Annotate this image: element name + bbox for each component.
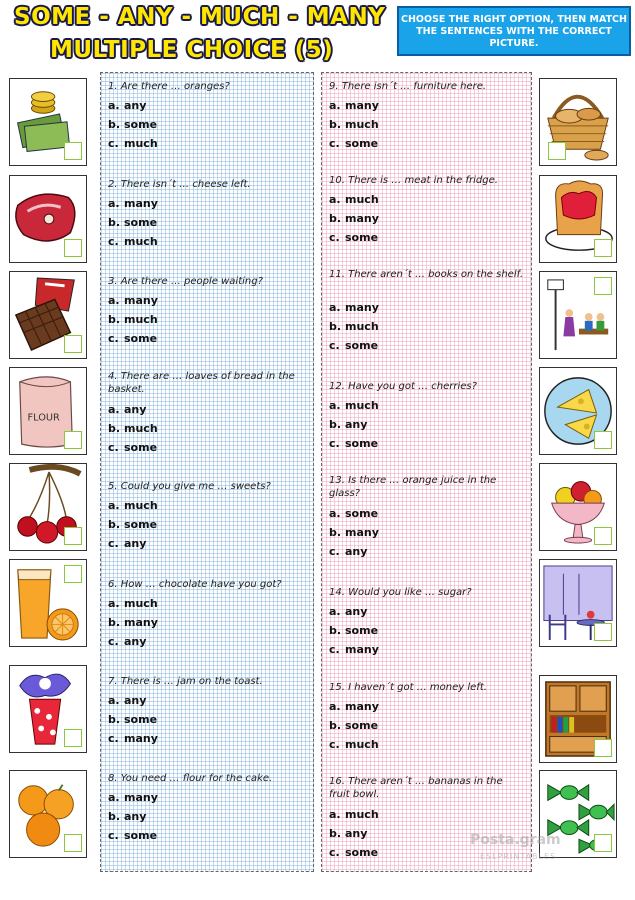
option-word: many (345, 301, 379, 314)
option-word: many (345, 99, 379, 112)
option-letter: b. (108, 616, 121, 629)
option-letter: c. (108, 635, 119, 648)
option-letter: c. (108, 537, 119, 550)
option-word: many (345, 212, 379, 225)
option-letter: c. (108, 235, 119, 248)
answer-option[interactable] (108, 537, 146, 550)
option-word: much (124, 137, 158, 150)
option-letter: b. (108, 422, 121, 435)
answer-option[interactable] (108, 422, 158, 435)
option-word: any (124, 635, 147, 648)
match-checkbox[interactable] (64, 431, 82, 449)
option-word: some (124, 118, 158, 131)
option-word: any (124, 99, 147, 112)
answer-option[interactable] (329, 212, 379, 225)
question-text: 12. Have you got … cherries? (329, 381, 477, 392)
answer-option[interactable] (108, 810, 146, 823)
question-text: 1. Are there … oranges? (108, 81, 230, 92)
question-text: 6. How … chocolate have you got? (108, 579, 282, 590)
option-word: much (345, 738, 379, 751)
answer-option[interactable] (108, 332, 157, 345)
option-word: some (124, 518, 158, 531)
option-letter: a. (329, 605, 341, 618)
option-letter: b. (108, 518, 121, 531)
option-word: many (124, 791, 158, 804)
option-letter: c. (108, 332, 119, 345)
worksheet-title: SOME - ANY - MUCH - MANY (14, 4, 386, 30)
match-checkbox[interactable] (594, 623, 612, 641)
option-letter: a. (329, 301, 341, 314)
match-checkbox[interactable] (64, 335, 82, 353)
option-word: any (345, 418, 368, 431)
option-letter: c. (108, 732, 119, 745)
option-word: some (345, 624, 379, 637)
option-letter: c. (329, 643, 340, 656)
option-letter: a. (108, 499, 120, 512)
answer-option[interactable] (329, 418, 367, 431)
option-word: some (345, 437, 379, 450)
answer-option[interactable] (329, 827, 367, 840)
option-letter: b. (329, 719, 342, 732)
option-word: many (345, 643, 379, 656)
option-word: some (345, 137, 379, 150)
answer-option[interactable] (329, 320, 379, 333)
chocolate-icon (9, 271, 87, 359)
question-text: 9. There isn´t … furniture here. (329, 81, 487, 92)
answer-option[interactable] (329, 808, 379, 821)
option-word: any (124, 537, 147, 550)
option-word: some (124, 713, 158, 726)
option-letter: a. (108, 694, 120, 707)
answer-option[interactable] (108, 732, 158, 745)
question-text: 14. Would you like … sugar? (329, 587, 472, 598)
instructions-box: CHOOSE THE RIGHT OPTION, THEN MATCH THE SENTENCES WITH THE CORRECT PICTURE. (397, 6, 631, 56)
option-word: many (124, 197, 158, 210)
answer-option[interactable] (329, 301, 379, 314)
question-text: 10. There is … meat in the fridge. (329, 175, 498, 186)
option-word: many (345, 526, 379, 539)
answer-option[interactable] (108, 118, 157, 131)
flour-bag-icon (9, 367, 87, 455)
option-letter: b. (329, 320, 342, 333)
watermark-subtext: ESLPRINTABLES (480, 852, 557, 861)
match-checkbox[interactable] (594, 739, 612, 757)
match-checkbox[interactable] (594, 239, 612, 257)
bread-basket-icon (539, 78, 617, 166)
option-word: much (124, 422, 158, 435)
option-word: some (345, 846, 379, 859)
option-letter: a. (329, 399, 341, 412)
option-word: any (124, 810, 147, 823)
answer-option[interactable] (329, 545, 367, 558)
option-word: any (345, 605, 368, 618)
answer-option[interactable] (108, 616, 158, 629)
furniture-icon (539, 559, 617, 647)
answer-option[interactable] (108, 294, 158, 307)
match-checkbox[interactable] (64, 142, 82, 160)
option-letter: b. (108, 313, 121, 326)
answer-option[interactable] (108, 216, 157, 229)
oranges-icon (9, 770, 87, 858)
flour-label: FLOUR (27, 412, 60, 424)
option-word: some (124, 216, 158, 229)
answer-option[interactable] (329, 339, 378, 352)
option-letter: b. (108, 810, 121, 823)
watermark: Posta.gram (470, 832, 561, 848)
match-checkbox[interactable] (548, 142, 566, 160)
answer-option[interactable] (108, 441, 157, 454)
answer-option[interactable] (108, 829, 157, 842)
answer-option[interactable] (329, 231, 378, 244)
option-letter: c. (329, 738, 340, 751)
match-checkbox[interactable] (64, 527, 82, 545)
option-word: much (345, 118, 379, 131)
option-word: much (345, 193, 379, 206)
question-text: 2. There isn´t … cheese left. (108, 179, 251, 190)
option-letter: a. (108, 294, 120, 307)
answer-option[interactable] (329, 526, 379, 539)
option-word: many (124, 732, 158, 745)
option-letter: c. (108, 829, 119, 842)
option-letter: a. (329, 99, 341, 112)
question-text: 3. Are there … people waiting? (108, 276, 263, 287)
answer-option[interactable] (329, 643, 379, 656)
option-letter: a. (108, 791, 120, 804)
cherries-icon (9, 463, 87, 551)
option-word: any (124, 694, 147, 707)
answer-option[interactable] (108, 313, 158, 326)
option-letter: c. (108, 137, 119, 150)
people-waiting-icon (539, 271, 617, 359)
option-letter: c. (108, 441, 119, 454)
option-word: some (345, 339, 379, 352)
option-letter: a. (108, 197, 120, 210)
question-text: 11. There aren´t … books on the shelf. (329, 269, 524, 280)
orange-juice-icon (9, 559, 87, 647)
option-letter: a. (108, 403, 120, 416)
option-word: some (345, 719, 379, 732)
cheese-icon (539, 367, 617, 455)
match-checkbox[interactable] (594, 834, 612, 852)
option-letter: a. (108, 597, 120, 610)
left-question-column (100, 72, 314, 872)
answer-option[interactable] (329, 738, 379, 751)
option-letter: a. (329, 700, 341, 713)
option-word: much (124, 235, 158, 248)
option-letter: c. (329, 231, 340, 244)
option-letter: a. (329, 808, 341, 821)
question-text: 8. You need … flour for the cake. (108, 773, 273, 784)
right-question-column (321, 72, 532, 872)
answer-option[interactable] (108, 791, 158, 804)
option-letter: b. (329, 118, 342, 131)
option-word: some (124, 441, 158, 454)
match-checkbox[interactable] (594, 277, 612, 295)
option-letter: b. (329, 418, 342, 431)
option-letter: b. (108, 118, 121, 131)
money-icon (9, 78, 87, 166)
answer-option[interactable] (108, 518, 157, 531)
answer-option[interactable] (329, 118, 379, 131)
match-checkbox[interactable] (64, 239, 82, 257)
option-word: many (345, 700, 379, 713)
option-word: much (124, 597, 158, 610)
answer-option[interactable] (329, 99, 379, 112)
answer-option[interactable] (329, 719, 378, 732)
question-text: 7. There is … jam on the toast. (108, 676, 263, 687)
match-checkbox[interactable] (64, 565, 82, 583)
option-letter: b. (329, 827, 342, 840)
option-letter: a. (329, 507, 341, 520)
answer-option[interactable] (108, 235, 158, 248)
answer-option[interactable] (108, 713, 157, 726)
answer-option[interactable] (329, 700, 379, 713)
option-letter: b. (108, 713, 121, 726)
answer-option[interactable] (108, 137, 158, 150)
option-letter: b. (329, 624, 342, 637)
question-text: 13. Is there … orange juice in the glass? (329, 475, 497, 499)
answer-option[interactable] (329, 137, 378, 150)
answer-option[interactable] (108, 99, 146, 112)
option-word: much (345, 808, 379, 821)
answer-option[interactable] (329, 507, 378, 520)
option-letter: c. (329, 137, 340, 150)
ice-cream-icon (9, 665, 87, 753)
fruit-bowl-icon (539, 463, 617, 551)
option-letter: b. (108, 216, 121, 229)
bookshelf-icon (539, 675, 617, 763)
option-word: much (124, 499, 158, 512)
answer-option[interactable] (108, 635, 146, 648)
answer-option[interactable] (108, 694, 146, 707)
answer-option[interactable] (329, 437, 378, 450)
option-letter: a. (329, 193, 341, 206)
question-text: 16. There aren´t … bananas in the fruit bowl. (329, 776, 503, 800)
jam-toast-icon (539, 175, 617, 263)
option-word: much (345, 399, 379, 412)
answer-option[interactable] (329, 846, 378, 859)
match-checkbox[interactable] (64, 729, 82, 747)
option-word: any (124, 403, 147, 416)
answer-option[interactable] (329, 193, 379, 206)
option-word: some (124, 829, 158, 842)
worksheet-subtitle: MULTIPLE CHOICE (5) (50, 37, 334, 63)
option-letter: c. (329, 437, 340, 450)
match-checkbox[interactable] (594, 527, 612, 545)
match-checkbox[interactable] (64, 834, 82, 852)
option-word: some (345, 231, 379, 244)
option-letter: c. (329, 339, 340, 352)
option-letter: a. (108, 99, 120, 112)
answer-option[interactable] (329, 399, 379, 412)
option-word: much (345, 320, 379, 333)
answer-option[interactable] (108, 197, 158, 210)
option-word: any (345, 827, 368, 840)
option-word: any (345, 545, 368, 558)
option-letter: b. (329, 526, 342, 539)
question-text: 4. There are … loaves of bread in the basket. (108, 371, 295, 395)
answer-option[interactable] (108, 597, 158, 610)
option-letter: c. (329, 545, 340, 558)
answer-option[interactable] (108, 499, 158, 512)
answer-option[interactable] (329, 624, 378, 637)
answer-option[interactable] (329, 605, 367, 618)
option-word: some (124, 332, 158, 345)
option-word: many (124, 294, 158, 307)
option-word: many (124, 616, 158, 629)
match-checkbox[interactable] (594, 431, 612, 449)
option-letter: c. (329, 846, 340, 859)
option-letter: b. (329, 212, 342, 225)
answer-option[interactable] (108, 403, 146, 416)
option-word: much (124, 313, 158, 326)
question-text: 15. I haven´t got … money left. (329, 682, 487, 693)
option-word: some (345, 507, 379, 520)
meat-icon (9, 175, 87, 263)
question-text: 5. Could you give me … sweets? (108, 481, 271, 492)
